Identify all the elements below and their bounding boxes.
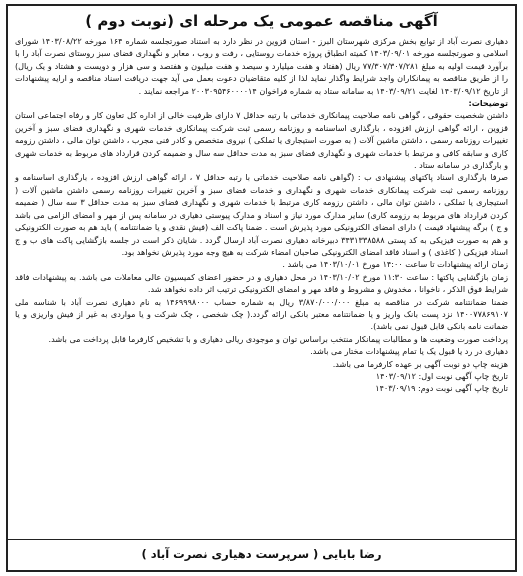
tender-notice bbox=[6, 4, 517, 572]
notice-body bbox=[15, 35, 508, 395]
submission-deadline: زمان ارائه پیشنهادات تا ساعت ۱۴:۰۰ مورخ ۱۴۰۳/۱۰/۰۱ می باشد . bbox=[282, 259, 508, 270]
guarantee-paragraph: ضمنا ضمانتنامه شرکت در مناقصه به مبلغ ۳/۸۷۰/۰۰۰/۰۰۰ ریال به شماره حساب ۱۴۶۹۹۹۸۰۰۰ به نام دهیاری نصرت آباد با شناسه ملی ۱۴۰۰۷۷۸۶۹۱۰۷ نزد پست بانک واریز و یا ضمانتنامه معتبر بانکی ارائه گردد.( چک شخصی ، چک شرکت و یا مواردی به غیر از فیش واریزی و یا ضمانت نامه بانکی قابل قبول نمی باشد). bbox=[15, 296, 508, 332]
documents-paragraph: صرفا بارگذاری اسناد پاکتهای پیشنهادی ب : (گواهی نامه صلاحیت خدماتی با رتبه حداقل ۷ ، ارائه گواهی ارزش افزوده ، بارگذاری اساسنامه و روزنامه رسمی ثبت شرکت پیمانکاری خدمات شهری و نگهداری و خدمات فضای سبز و آخرین تغییرات روزنامه رسمی داشتن ماشین آلات ( استیجاری یا تملکی ، داشتن توان مالی ، داشتن رزومه کاری مرتبط با خدمات شهری و نگهداری فضای سبز به مدت حداقل ۳ سه سال ( ضمیمه کردن قرارداد های مربوط به رزومه کاری) سایر مدارک مورد نیاز و اسناد و مدارک پیوستی دهیاری در سامانه پس از مهر و امضای الزامی می باشد و ج ) برگه پیشنهاد قیمت ) دارای امضای الکترونیکی مورد پذیرش است . ضمنا پاکت الف (فیش نقدی و یا ضمانتنامه ) باید هم به صورت الکترونیکی و هم به صورت فیزیکی به کد پستی ۳۴۳۱۳۳۸۵۸۸ دبیرخانه دهیاری نصرت آباد ارسال گردد . شایان ذکر است در جلسه بازگشایی پاکت های ب و ج اسناد فیزیکی ( کاغذی ) و اسناد فاقد امضای الکترونیکی صاحبان امضاء شرکت به هیچ وجه مورد پذیرش نخواهد بود. bbox=[15, 172, 508, 257]
payment-paragraph: پرداخت صورت وضعیت ها و مطالبات پیمانکار منتخب براساس توان و موجودی ریالی دهیاری و با تشخیص کارفرما قابل پرداخت می باشد. bbox=[48, 333, 508, 344]
explanations-label: توضیحات: bbox=[468, 98, 508, 109]
cost-paragraph: هزینه چاپ دو نوبت آگهی بر عهده کارفرما می باشد. bbox=[332, 358, 508, 369]
intro-paragraph: دهیاری نصرت آباد از توابع بخش مرکزی شهرستان البرز - استان قزوین در نظر دارد به استناد صورتجلسه شماره ۱۶۴ مورخه ۱۴۰۳/۰۸/۲۲ شورای اسلامی و صورتجلسه مورخه ۱۴۰۳/۰۹/۰۱ کمیته انطباق پروژه خدمات روستایی ، رفت و روب ، معابر و نگهداری فضای سبز روستای نصرت آباد را با برآورد قیمت اولیه به مبلغ ۷۷/۳۰۷/۳۰۷/۲۸۱ ریال (هفتاد و هفت میلیارد و سیصد و هفت میلیون و هفتصد و سی هزار و دویست و هشتاد و یک ریال) را از طریق مناقصه به پیمانکاران واجد شرایط واگذار نماید لذا از کلیه متقاضیان دعوت بعمل می آید جهت دریافت اسناد مناقصه و ارایه پیشنهادات از تاریخ ۱۴۰۳/۰۹/۱۲ لغایت ۱۴۰۳/۰۹/۲۱ به سامانه ستاد به شماره فراخوان ۲۰۰۳۰۹۵۴۶۰۰۰۰۱۴ مراجعه نمایند . bbox=[15, 36, 509, 96]
qualification-paragraph: داشتن شخصیت حقوقی ، گواهی نامه صلاحیت پیمانکاری خدماتی با رتبه حداقل ۷ دارای ظرفیت خالی از اداره کل تعاون کار و رفاه اجتماعی استان قزوین ، ارائه گواهی ارزش افزوده ، بارگذاری اساسنامه و روزنامه رسمی ثبت شرکت پیمانکاری خدمات شهری و نگهداری فضای سبز و آخرین تغییرات روزنامه رسمی ، داشتن ماشین آلات ( به صورت استیجاری یا تملکی ) نیروی متخصص و کادر فنی مجرب ، داشتن توان مالی ، داشتن رزومه کاری و سابقه کافی و مرتبط با خدمات شهری و نگهداری فضای سبز به مدت حداقل سه سال و ضمیمه کردن قرارداد های مربوط به خدمات شهری و بارگذاری در سامانه ستاد . bbox=[15, 110, 508, 171]
rejection-paragraph: دهیاری در رد یا قبول یک یا تمام پیشنهادات مختار می باشد. bbox=[310, 346, 508, 357]
signature: رضا بابایی ( سرپرست دهیاری نصرت آباد ) bbox=[8, 539, 515, 568]
notice-title: آگهی مناقصه عمومی یک مرحله ای (نوبت دوم ) bbox=[85, 12, 438, 30]
second-publication-date: تاریخ چاپ آگهی نوبت دوم: ۱۴۰۳/۰۹/۱۹ bbox=[375, 383, 508, 394]
first-publication-date: تاریخ چاپ آگهی نوبت اول: ۱۴۰۳/۰۹/۱۲ bbox=[375, 370, 508, 381]
opening-paragraph: زمان بازگشایی پاکتها : ساعت ۱۱:۳۰ مورخ ۱۴۰۳/۱۰/۰۲ در محل دهیاری و در حضور اعضای کمیسیون عالی معاملات می باشد. به پیشنهادات فاقد شرایط فوق الذکر ، ناخوانا ، مخدوش و مشروط و فاقد مهر و امضای الکترونیکی ترتیب اثر داده نخواهد شد. bbox=[15, 271, 508, 295]
